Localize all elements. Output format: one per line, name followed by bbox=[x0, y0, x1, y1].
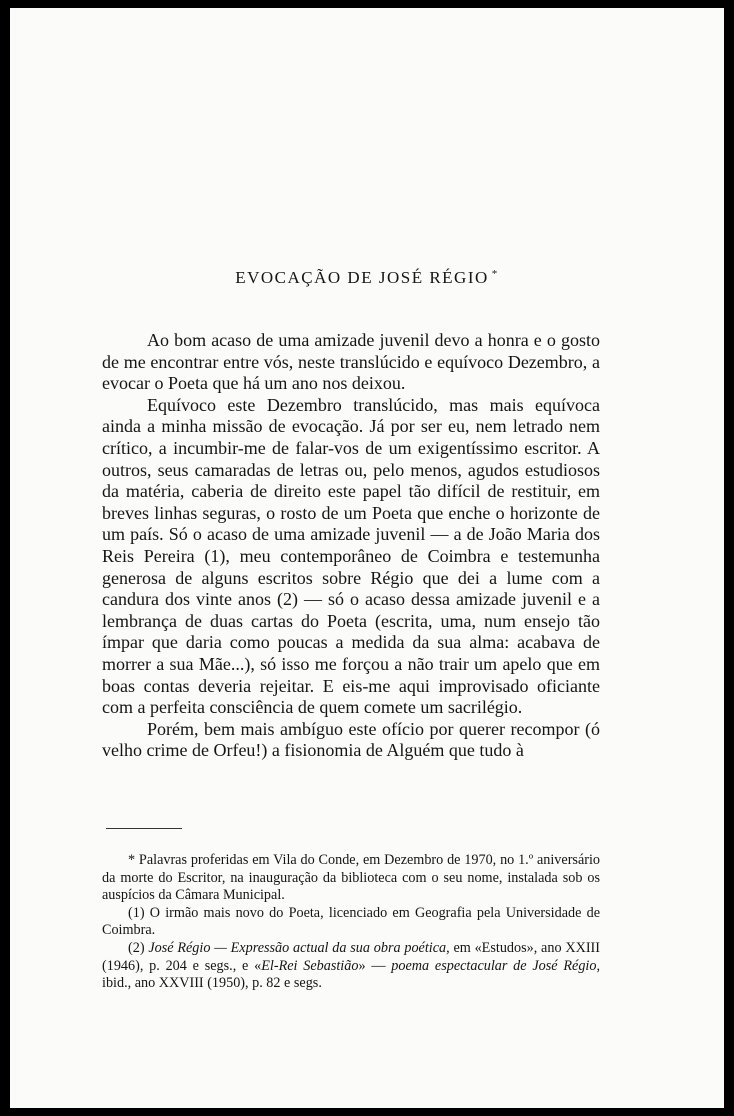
footnote-2-text-1: , em «Estudos», ano XXIII (1946), p. 204 e segs., e « bbox=[102, 939, 600, 974]
footnote-2-subtitle: poema espectacular de José Régio bbox=[391, 957, 597, 974]
paragraph-1: Ao bom acaso de uma amizade juvenil devo a honra e o gosto de me encontrar entre vós, neste translúcido e equívoco Dezembro, a evocar o Poeta que há um ano nos deixou. bbox=[102, 330, 600, 394]
title-asterisk: * bbox=[491, 268, 499, 280]
footnote-2-text-3: , ibid., ano XXVIII (1950), p. 82 e segs. bbox=[102, 957, 600, 992]
footnote-2-poem-title: El-Rei Sebastião bbox=[261, 957, 359, 974]
body-text bbox=[102, 330, 600, 762]
document-page bbox=[10, 8, 724, 1108]
page-title bbox=[10, 268, 724, 288]
footnote-2-number: (2) bbox=[128, 939, 145, 956]
footnote-2-title: José Régio — Expressão actual da sua obra poética bbox=[148, 939, 447, 956]
paragraph-3: Porém, bem mais ambíguo este ofício por querer recompor (ó velho crime de Orfeu!) a fisionomia de Alguém que tudo à bbox=[102, 718, 600, 761]
footnote-2-text-2: » — bbox=[358, 957, 392, 974]
footnote-star: * Palavras proferidas em Vila do Conde, em Dezembro de 1970, no 1.º aniversário da morte do Escritor, na inauguração da biblioteca com o seu nome, instalada sob os auspícios da Câmara Municipal. bbox=[102, 852, 600, 904]
footnotes bbox=[102, 852, 600, 993]
footnote-1: (1) O irmão mais novo do Poeta, licenciado em Geografia pela Universidade de Coimbra. bbox=[102, 904, 600, 939]
paragraph-2: Equívoco este Dezembro translúcido, mas mais equívoca ainda a minha missão de evocação. Já por ser eu, nem letrado nem crítico, a incumbir-me de falar-vos de um exigentíssimo escritor. A outros, seus camaradas de letras ou, pelo menos, agudos estudiosos da matéria, caberia de direito este papel tão difícil de restituir, em breves linhas seguras, o rosto de um Poeta que enche o horizonte de um país. Só o acaso de uma amizade juvenil — a de João Maria dos Reis Pereira (1), meu contemporâneo de Coimbra e testemunha generosa de alguns escritos sobre Régio que dei a lume com a candura dos vinte anos (2) — só o acaso dessa amizade juvenil e a lembrança de duas cartas do Poeta (escrita, uma, num ensejo tão ímpar que daria como poucas a medida da sua alma: acabava de morrer a sua Mãe...), só isso me forçou a não trair um apelo que em boas contas deveria rejeitar. E eis-me aqui improvisado oficiante com a perfeita consciência de quem comete um sacrilégio. bbox=[102, 394, 600, 718]
footnote-divider bbox=[106, 828, 182, 829]
footnote-2 bbox=[102, 940, 600, 993]
title-text: EVOCAÇÃO DE JOSÉ RÉGIO bbox=[235, 268, 489, 287]
